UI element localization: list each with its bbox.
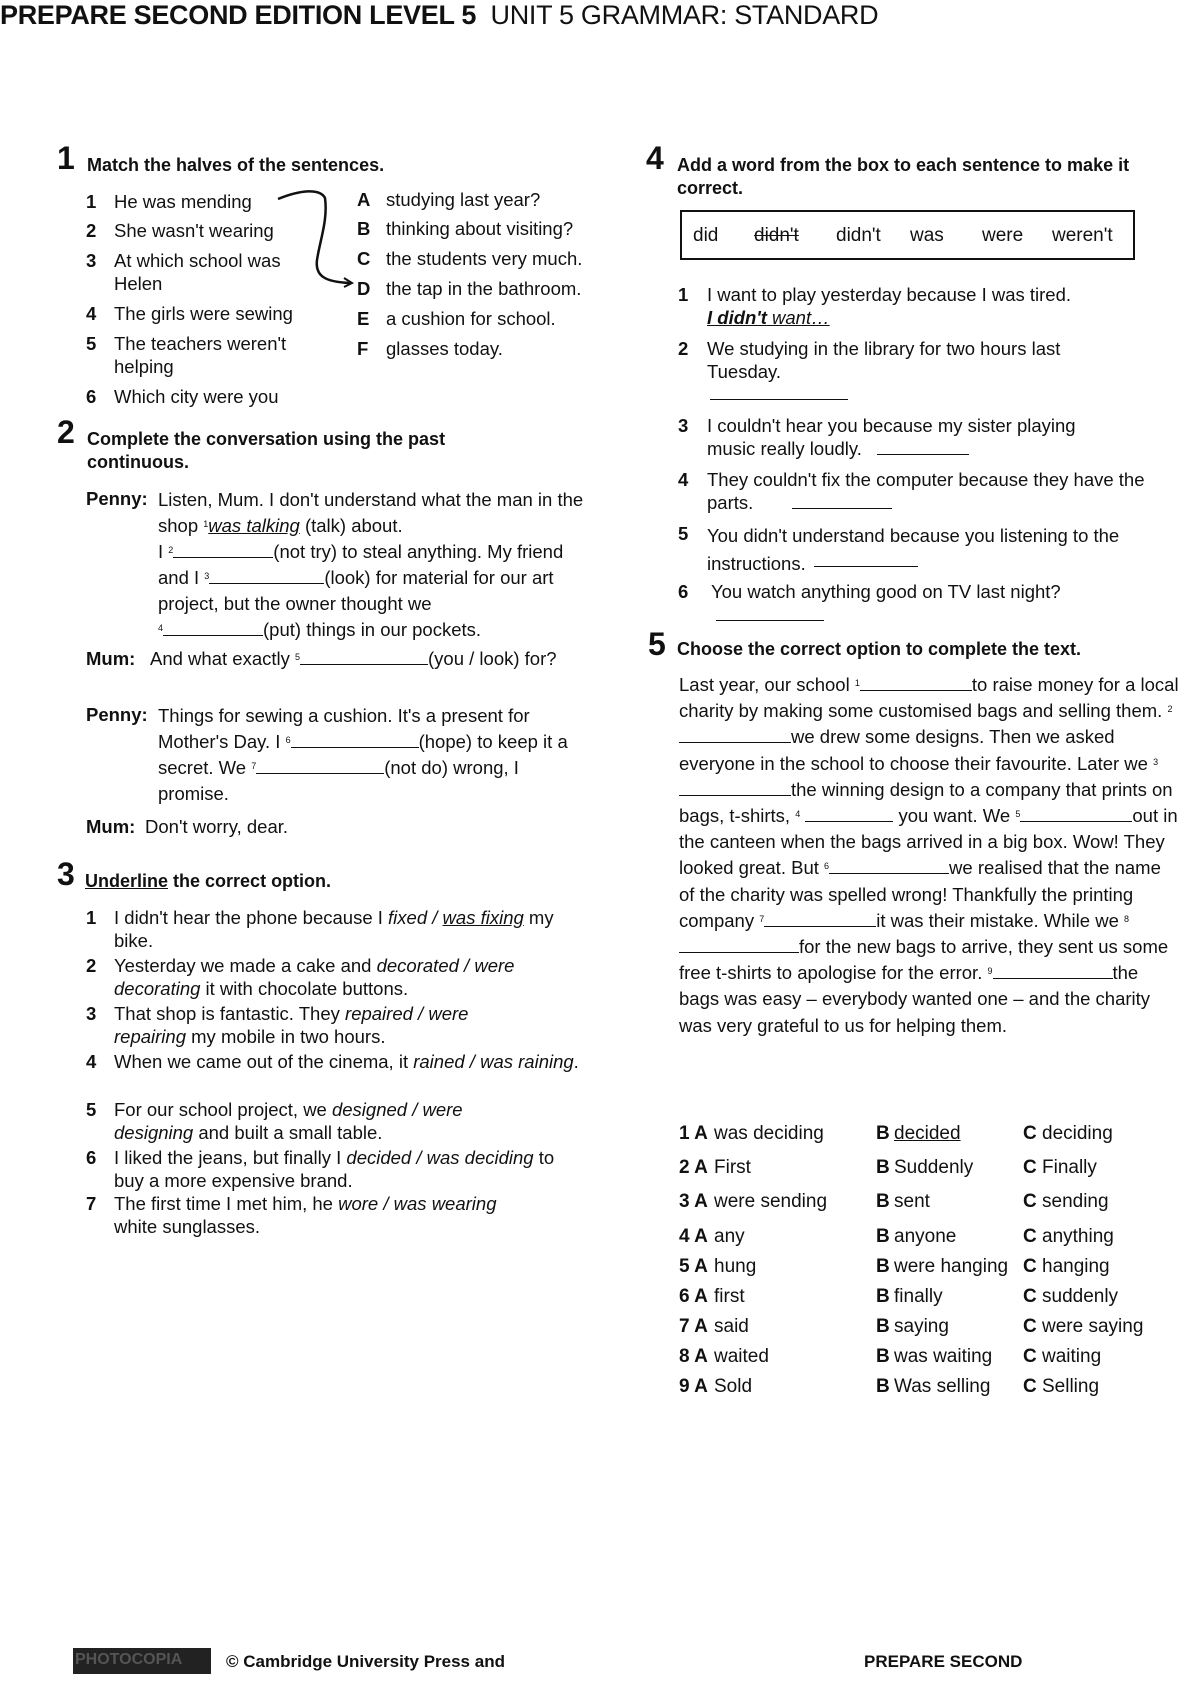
option[interactable]: was deciding: [426, 1147, 534, 1168]
word-box-item: weren't: [1052, 225, 1113, 246]
sentence-half: thinking about visiting?: [386, 218, 574, 239]
option-a[interactable]: was deciding: [714, 1123, 824, 1144]
option-letter: B: [876, 1191, 890, 1212]
photocopiable-badge: PHOTOCOPIA: [73, 1648, 211, 1674]
section-heading: Match the halves of the sentences.: [87, 155, 385, 175]
word-box-item: was: [910, 225, 944, 246]
dialogue-line: Listen, Mum. I don't understand what the man in the shop $^1$was talking (talk) about. I $^2$ (not try) to steal anything. My friend and I $^3$ (look) for material for our art project, but the owner thought we $^4$ (put) things in our pockets.: [158, 489, 584, 640]
example-answer: was talking: [208, 515, 300, 536]
option-b[interactable]: Suddenly: [894, 1157, 974, 1178]
option-number: 1 A: [679, 1123, 708, 1144]
option-a[interactable]: first: [714, 1286, 745, 1307]
sentence-half: glasses today.: [386, 338, 503, 359]
section-number: 3: [57, 856, 75, 892]
option-b[interactable]: anyone: [894, 1226, 957, 1247]
answer-blank[interactable]: [860, 673, 972, 691]
option-b[interactable]: was waiting: [894, 1346, 993, 1367]
option-a[interactable]: said: [714, 1316, 749, 1337]
option-a[interactable]: Sold: [714, 1376, 753, 1397]
option-number: 8 A: [679, 1346, 708, 1367]
sentence-half: At which school was Helen: [114, 250, 281, 294]
option[interactable]: were repairing: [114, 1003, 469, 1047]
item-letter: B: [357, 218, 371, 239]
option-letter: C: [1023, 1376, 1037, 1397]
option-c[interactable]: waiting: [1042, 1346, 1102, 1367]
option-c[interactable]: deciding: [1042, 1123, 1113, 1144]
option-c[interactable]: anything: [1042, 1226, 1114, 1247]
speaker-label: Penny:: [86, 704, 148, 725]
option[interactable]: wore: [338, 1193, 379, 1214]
option-letter: B: [876, 1346, 890, 1367]
option-b[interactable]: were hanging: [894, 1256, 1009, 1277]
option-letter: C: [1023, 1256, 1037, 1277]
sentence-half: studying last year?: [386, 189, 541, 210]
example-answer: I didn't want…: [707, 307, 830, 328]
item-letter: D: [357, 278, 371, 299]
sentence-half: The girls were sewing: [114, 303, 293, 324]
section-heading: Underline the correct option.: [85, 871, 332, 891]
option-b[interactable]: finally: [894, 1286, 943, 1307]
option[interactable]: were decorating: [114, 955, 515, 999]
sentence-half: He was mending: [114, 191, 252, 212]
option[interactable]: decided: [346, 1147, 412, 1168]
option-number: 3 A: [679, 1191, 708, 1212]
option-number: 9 A: [679, 1376, 708, 1397]
option[interactable]: rained: [413, 1051, 465, 1072]
sentence-half: She wasn't wearing: [114, 220, 274, 241]
sentence-half: Which city were you: [114, 386, 279, 407]
word-box-item-used: didn't: [754, 225, 799, 246]
option[interactable]: designed: [331, 1099, 408, 1120]
option-c[interactable]: Selling: [1042, 1376, 1100, 1397]
option-number: 6 A: [679, 1286, 708, 1307]
option-number: 4 A: [679, 1226, 708, 1247]
option-letter: C: [1023, 1191, 1037, 1212]
answer-blank[interactable]: [829, 856, 949, 874]
answer-blank[interactable]: [764, 909, 876, 927]
option[interactable]: fixed: [388, 907, 428, 928]
option-c[interactable]: suddenly: [1042, 1286, 1119, 1307]
section-number: 4: [646, 140, 664, 176]
answer-blank[interactable]: [679, 935, 799, 953]
option-selected[interactable]: was fixing: [442, 907, 524, 928]
option-number: 2 A: [679, 1157, 708, 1178]
answer-blank[interactable]: [805, 804, 893, 822]
answer-blank[interactable]: [679, 725, 791, 743]
word-box-item: did: [693, 225, 719, 246]
option-c[interactable]: sending: [1042, 1191, 1109, 1212]
answer-blank[interactable]: [993, 961, 1113, 979]
option-b[interactable]: Was selling: [894, 1376, 991, 1397]
section-heading: Complete the conversation using the past continuous.: [87, 429, 446, 472]
option-number: 5 A: [679, 1256, 708, 1277]
dialogue-line: Don't worry, dear.: [145, 816, 289, 837]
option-letter: B: [876, 1376, 890, 1397]
option-letter: C: [1023, 1123, 1037, 1144]
option[interactable]: were designing: [114, 1099, 463, 1143]
option-letter: B: [876, 1123, 890, 1144]
section-heading: Choose the correct option to complete the text.: [677, 639, 1082, 659]
option-b[interactable]: saying: [894, 1316, 949, 1337]
option-letter: B: [876, 1286, 890, 1307]
option-letter: B: [876, 1256, 890, 1277]
item-letter: E: [357, 308, 370, 329]
section-number: 1: [57, 140, 75, 176]
speaker-label: Mum:: [86, 816, 136, 837]
dialogue-line: And what exactly $^5$ (you / look) for?: [150, 648, 557, 669]
option[interactable]: decorated: [376, 955, 459, 976]
option-b-selected[interactable]: decided: [894, 1123, 961, 1144]
option-c[interactable]: Finally: [1042, 1157, 1097, 1178]
section-number: 2: [57, 414, 75, 450]
dialogue-line: Things for sewing a cushion. It's a present for Mother's Day. I $^6$ (hope) to keep it a secret. We $^7$ (not do) wrong, I promise.: [158, 705, 568, 804]
option-c[interactable]: hanging: [1042, 1256, 1110, 1277]
item-number: 3: [86, 250, 97, 271]
item-letter: C: [357, 248, 371, 269]
option-letter: C: [1023, 1316, 1037, 1337]
option-a[interactable]: hung: [714, 1256, 757, 1277]
option-a[interactable]: waited: [714, 1346, 769, 1367]
section-heading: Add a word from the box to each sentence to make it correct.: [677, 155, 1130, 198]
sentence-half: the students very much.: [386, 248, 583, 269]
option-a[interactable]: were sending: [714, 1191, 828, 1212]
sentence-half: The teachers weren't helping: [114, 333, 287, 377]
sentence-half: the tap in the bathroom.: [386, 278, 582, 299]
option-c[interactable]: were saying: [1042, 1316, 1144, 1337]
option-a[interactable]: any: [714, 1226, 745, 1247]
option-letter: B: [876, 1157, 890, 1178]
gap-text-paragraph: Last year, our school $^1$ to raise money for a local charity by making some customised bags and selling them. $^2$we drew some designs. Then we asked everyone in the school to choose their favourite. Later we $^3$the winning design to a company that prints on bags, t-shirts, $^4$ you want. We $^5$ out in the canteen when the bags arrived in a big box. Wow! They looked great. But $^6$ we realised that the name of the charity was spelled wrong! Thankfully the printing company $^7$ it was their mistake. While we $^8$for the new bags to arrive, they sent us some free t-shirts to apologise for the error. $^9$ the bags was easy – everybody wanted one – and the charity was very grateful to us for helping them.: [679, 674, 1179, 1036]
item-letter: F: [357, 338, 369, 359]
option-a[interactable]: First: [714, 1157, 751, 1178]
option-letter: C: [1023, 1286, 1037, 1307]
footer-copyright: © Cambridge University Press and: [226, 1652, 505, 1671]
sentence-half: a cushion for school.: [386, 308, 556, 329]
option[interactable]: repaired: [345, 1003, 413, 1024]
option-letter: C: [1023, 1157, 1037, 1178]
section-4: 4 Add a word from the box to each sentence to make it correct. did didn't didn't was were weren't 1 I want to play yesterday because I was tired. I didn't want… 2 We studying in the library for two hours last Tuesday. 3 I couldn't hear you because my sister playing music really loudly. 4 They couldn't fix the computer because they have the parts. 5 You didn't understand because you listening to the instructions. 6 You watch anything good on TV last night?: [0, 0, 1200, 640]
item-number: 5: [86, 333, 97, 354]
answer-blank[interactable]: [1020, 804, 1132, 822]
speaker-label: Penny:: [86, 488, 148, 509]
item-number: 6: [86, 386, 97, 407]
option-letter: B: [876, 1226, 890, 1247]
item-number: 1: [86, 191, 97, 212]
item-number: 4: [86, 303, 97, 324]
word-box-item: didn't: [836, 225, 881, 246]
option-number: 7 A: [679, 1316, 708, 1337]
option[interactable]: was wearing: [393, 1193, 497, 1214]
word-box-item: were: [982, 225, 1024, 246]
speaker-label: Mum:: [86, 648, 136, 669]
option[interactable]: was raining: [480, 1051, 574, 1072]
page-title: PREPARE SECOND EDITION LEVEL 5 UNIT 5 GRAMMAR: STANDARD: [0, 0, 879, 30]
item-number: 2: [86, 220, 97, 241]
option-letter: C: [1023, 1346, 1037, 1367]
option-letter: B: [876, 1316, 890, 1337]
footer-series: PREPARE SECOND: [864, 1652, 1023, 1671]
section-number: 5: [648, 626, 666, 662]
option-b[interactable]: sent: [894, 1191, 930, 1212]
option-letter: C: [1023, 1226, 1037, 1247]
item-letter: A: [357, 189, 371, 210]
answer-blank[interactable]: [679, 778, 791, 796]
section-3: 3 Underline the correct option. 1 I didn't hear the phone because I fixed / was fixing my bike. 2 Yesterday we made a cake and decorated / were decorating it with chocolate buttons. 3 That shop is fantastic. They repaired / were repairing my mobile in two hours. 4 When we came out of the cinema, it rained / was raining. 5 For our school project, we designed / were designing and built a small table. 6 I liked the jeans, but finally I decided / was deciding to buy a more expensive brand. 7 The first time I met him, he wore / was wearing white sunglasses.: [57, 856, 579, 1237]
